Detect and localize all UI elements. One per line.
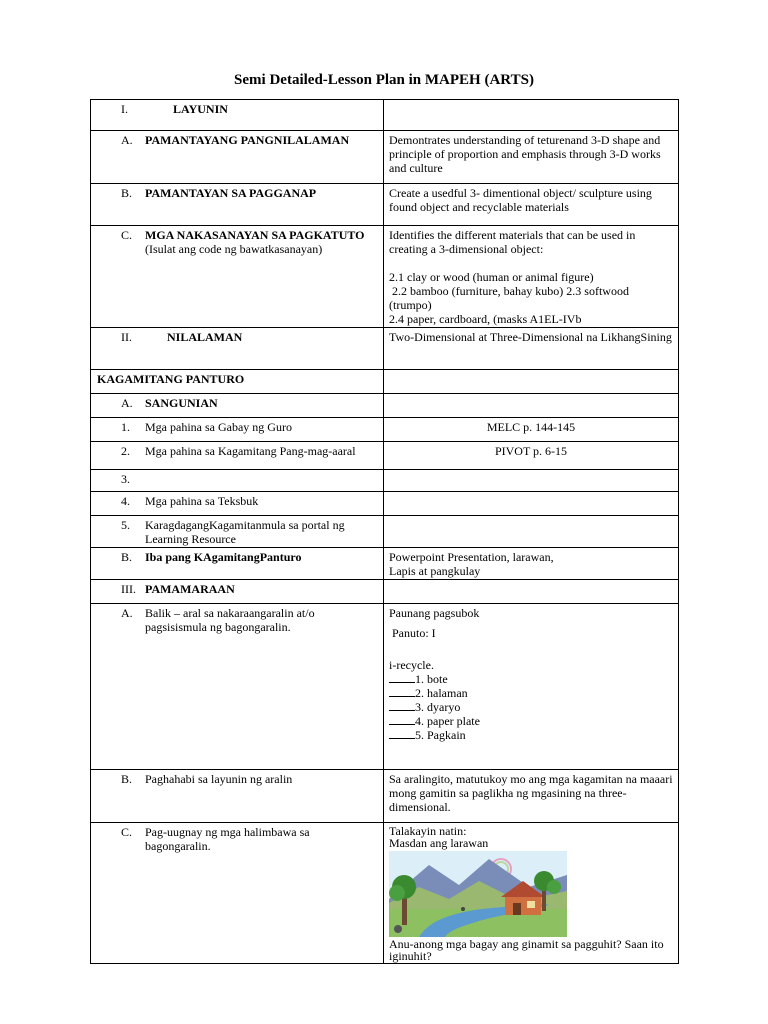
- row-value: Create a usedful 3- dimentional object/ sculpture using found object and recyclable materials: [384, 184, 679, 226]
- row-number: 2.: [121, 444, 130, 458]
- value-item: 2.4 paper, cardboard, (masks A1EL-IVb: [389, 312, 582, 326]
- row-number: A.: [121, 133, 133, 147]
- row-label: Paghahabi sa layunin ng aralin: [145, 772, 293, 786]
- row-label: MGA NAKASANAYAN SA PAGKATUTO: [145, 228, 365, 242]
- row-label: Iba pang KAgamitangPanturo: [145, 550, 302, 564]
- value-recycle: i-recycle.: [389, 658, 434, 672]
- row-label: KAGAMITANG PANTURO: [91, 370, 384, 394]
- value-title: Paunang pagsubok: [389, 606, 480, 620]
- row-number: 3.: [121, 472, 130, 486]
- row-learning-resource: [91, 516, 679, 548]
- row-label: PAMANTAYANG PANGNILALAMAN: [145, 133, 350, 147]
- row-teksbuk: [91, 492, 679, 516]
- row-value: Two-Dimensional at Three-Dimensional na LikhangSining: [384, 328, 679, 370]
- row-number: III.: [121, 582, 136, 596]
- row-number: 4.: [121, 494, 130, 508]
- lesson-plan-table: [90, 99, 679, 964]
- row-gabay-guro: [91, 418, 679, 442]
- row-label: NILALAMAN: [167, 330, 243, 344]
- row-label-extra: (Isulat ang code ng bawatkasanayan): [145, 242, 323, 256]
- row-label: PAMANTAYAN SA PAGGANAP: [145, 186, 317, 200]
- row-value: PIVOT p. 6-15: [384, 442, 679, 470]
- row-layunin: [91, 100, 679, 131]
- row-number: A.: [121, 606, 133, 620]
- row-number: B.: [121, 772, 133, 786]
- row-label: SANGUNIAN: [145, 396, 218, 410]
- row-pamantayan-sa-pagganap: [91, 184, 679, 226]
- row-number: B.: [121, 550, 133, 564]
- row-iba-pang-kagamitan: [91, 548, 679, 580]
- landscape-illustration: [389, 851, 567, 937]
- quiz-item: 5. Pagkain: [389, 728, 673, 742]
- value-line: Talakayin natin:: [389, 824, 467, 838]
- quiz-item: 3. dyaryo: [389, 700, 673, 714]
- row-balik-aral: [91, 604, 679, 770]
- value-line: Powerpoint Presentation, larawan,: [389, 550, 554, 564]
- row-nakasanayan: [91, 226, 679, 328]
- row-number: A.: [121, 396, 133, 410]
- row-item-3: [91, 470, 679, 492]
- row-label: KaragdagangKagamitanmula sa portal ng Learning Resource: [145, 518, 345, 546]
- row-label: Mga pahina sa Gabay ng Guro: [145, 420, 292, 434]
- row-number: C.: [121, 228, 133, 242]
- value-item: 2.2 bamboo (furniture, bahay kubo) 2.3 softwood (trumpo): [389, 284, 632, 312]
- row-number: B.: [121, 186, 133, 200]
- value-panuto: Panuto: I: [392, 626, 436, 640]
- row-label: Balik – aral sa nakaraangaralin at/o pagsisismula ng bagongaralin.: [145, 606, 315, 634]
- row-number: I.: [121, 102, 128, 116]
- row-nilalaman: [91, 328, 679, 370]
- row-number: C.: [121, 825, 133, 839]
- row-number: 5.: [121, 518, 130, 532]
- row-label: PAMAMARAAN: [145, 582, 235, 596]
- page-title: Semi Detailed-Lesson Plan in MAPEH (ARTS): [234, 72, 534, 88]
- quiz-item: 2. halaman: [389, 686, 673, 700]
- value-question: Anu-anong mga bagay ang ginamit sa pagguhit? Saan ito iginuhit?: [389, 937, 664, 963]
- value-item: 2.1 clay or wood (human or animal figure): [389, 270, 594, 284]
- row-value: Demontrates understanding of teturenand 3-D shape and principle of proportion and emphasis through 3-D works and culture: [384, 131, 679, 184]
- row-label: LAYUNIN: [173, 102, 228, 116]
- row-sangunian: [91, 394, 679, 418]
- row-number: II.: [121, 330, 132, 344]
- row-number: 1.: [121, 420, 130, 434]
- value-line: Lapis at pangkulay: [389, 564, 481, 578]
- row-paghahabi: [91, 770, 679, 823]
- row-pag-uugnay: [91, 823, 679, 964]
- row-label: Mga pahina sa Kagamitang Pang-mag-aaral: [145, 444, 356, 458]
- row-pamantayang-pangnilalaman: [91, 131, 679, 184]
- value-intro: Identifies the different materials that can be used in creating a 3-dimensional object:: [389, 228, 636, 256]
- row-value: MELC p. 144-145: [384, 418, 679, 442]
- quiz-item: 1. bote: [389, 672, 673, 686]
- row-kagamitang-pang-mag-aaral: [91, 442, 679, 470]
- row-label: Pag-uugnay ng mga halimbawa sa bagongaralin.: [145, 825, 310, 853]
- row-pamamaraan: [91, 580, 679, 604]
- value-line: Masdan ang larawan: [389, 836, 489, 850]
- row-label: Mga pahina sa Teksbuk: [145, 494, 259, 508]
- row-value: Sa aralingito, matutukoy mo ang mga kagamitan na maaari mong gamitin sa paglikha ng mgasining na three-dimensional.: [384, 770, 679, 823]
- quiz-item: 4. paper plate: [389, 714, 673, 728]
- row-kagamitang-panturo: [91, 370, 679, 394]
